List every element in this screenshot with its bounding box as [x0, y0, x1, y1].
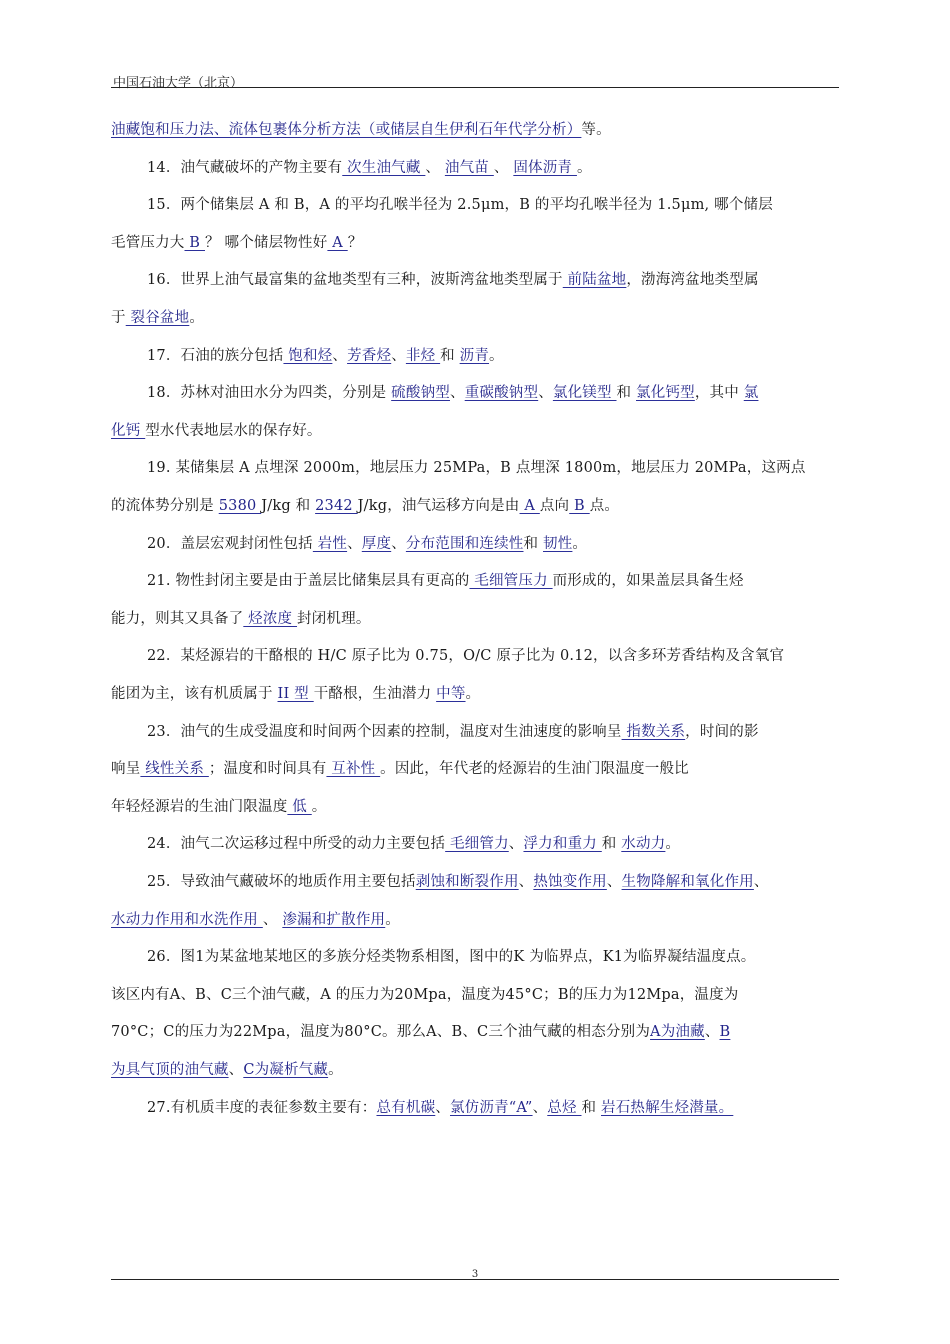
answer-blank: 毛细管力	[445, 836, 509, 853]
text-segment: 17．石油的族分包括	[147, 347, 284, 364]
text-segment: 毛管压力大	[111, 234, 185, 251]
text-line	[147, 195, 773, 215]
text-segment: 、	[508, 836, 524, 853]
answer-blank: II 型	[277, 686, 314, 702]
text-segment: 年轻烃源岩的生油门限温度	[111, 798, 288, 815]
text-segment: 16．世界上油气最富集的盆地类型有三种，波斯湾盆地类型属于	[147, 272, 563, 289]
text-segment: 20．盖层宏观封闭性包括	[147, 535, 313, 552]
text-line	[111, 910, 400, 930]
answer-blank: 氯	[743, 385, 759, 402]
text-line	[147, 646, 784, 666]
answer-blank: 总有机碳	[376, 1099, 436, 1116]
text-line	[111, 496, 619, 516]
text-segment: 、	[391, 535, 406, 552]
text-segment: 干酪根，生油潜力	[313, 686, 437, 702]
text-segment: 和	[616, 385, 637, 402]
text-segment: 。	[489, 347, 504, 364]
answer-blank: 次生油气藏	[342, 159, 426, 176]
text-segment: 、	[347, 535, 362, 552]
text-segment: 21. 物性封闭主要是由于盖层比储集层具有更高的	[147, 573, 470, 590]
text-segment: 26．图1为某盆地某地区的多族分烃类物系相图，图中的K 为临界点，K1为临界凝结温度点。	[147, 949, 756, 966]
text-segment: 的流体势分别是	[111, 498, 219, 514]
text-line	[111, 797, 326, 817]
text-segment: 。因此，年代老的烃源岩的生油门限温度一般比	[380, 761, 689, 778]
text-line	[111, 233, 362, 253]
text-line	[111, 1022, 730, 1042]
answer-blank: 线性关系	[140, 761, 209, 778]
answer-blank: A	[327, 234, 348, 251]
text-segment: 、	[391, 347, 406, 364]
text-line	[111, 985, 739, 1005]
answer-blank: 水动力作用和水洗作用	[111, 911, 263, 928]
text-line	[147, 158, 592, 178]
text-segment: 、	[449, 385, 465, 402]
text-line	[147, 534, 587, 554]
answer-blank: 固体沥青	[513, 159, 577, 176]
answer-blank: 浮力和重力	[523, 836, 602, 853]
answer-blank: 裂谷盆地	[125, 310, 190, 326]
text-segment: 该区内有A、B、C三个油气藏，A 的压力为20Mpa，温度为45°C；B的压力为12Mpa，温度为	[111, 986, 739, 1003]
text-segment: 。	[465, 686, 481, 702]
text-segment: 、	[493, 159, 514, 176]
text-segment: ？	[347, 234, 363, 251]
text-line	[111, 1060, 343, 1080]
text-line	[147, 834, 680, 854]
text-segment: 、	[425, 159, 445, 176]
text-line	[147, 722, 759, 742]
text-segment: 18．苏林对油田水分为四类，分别是	[147, 385, 392, 402]
answer-blank: 油藏饱和压力法、流体包裹体分析方法（或储层自生伊利石年代学分析）	[111, 122, 582, 138]
text-segment: 和	[601, 836, 622, 853]
answer-blank: 氯化镁型	[552, 385, 617, 402]
answer-blank: 中等	[436, 686, 466, 702]
text-segment: 。	[385, 911, 400, 928]
text-line	[111, 421, 322, 441]
text-segment: 、	[518, 874, 534, 890]
text-segment: J/kg 和	[261, 498, 316, 514]
answer-blank: 氯化钙型	[636, 385, 695, 402]
text-segment: 能团为主，该有机质属于	[111, 686, 278, 702]
text-segment: ，渤海湾盆地类型属	[626, 272, 759, 289]
answer-blank: 渗漏和扩散作用	[282, 911, 386, 928]
answer-blank: 低	[287, 798, 312, 815]
text-segment: 和	[440, 347, 460, 364]
answer-blank: 毛细管压力	[469, 573, 553, 590]
answer-blank: 剥蚀和断裂作用	[415, 874, 519, 890]
text-segment: 型水代表地层水的保存好。	[145, 422, 322, 439]
text-segment: 。	[572, 535, 588, 552]
answer-blank: 前陆盆地	[562, 272, 627, 289]
text-segment: 封闭机理。	[297, 610, 371, 627]
text-line	[111, 308, 204, 328]
answer-blank: B	[569, 498, 590, 514]
answer-blank: 生物降解和氧化作用	[621, 874, 754, 890]
text-segment: 点向	[539, 498, 570, 514]
text-segment: J/kg，油气运移方向是由	[357, 498, 520, 514]
answer-blank: 岩性	[312, 535, 348, 552]
text-segment: 25．导致油气藏破坏的地质作用主要包括	[147, 874, 416, 890]
answer-blank: 油气苗	[444, 159, 494, 176]
answer-blank: 芳香烃	[347, 347, 392, 364]
text-line	[111, 120, 611, 140]
text-segment: 24．油气二次运移过程中所受的动力主要包括	[147, 836, 446, 853]
text-line	[147, 270, 759, 290]
text-segment: 23．油气的生成受温度和时间两个因素的控制，温度对生油速度的影响呈	[147, 723, 622, 740]
text-segment: 点。	[589, 498, 620, 514]
text-line	[147, 383, 758, 403]
text-segment: ；温度和时间具有	[208, 761, 327, 778]
text-segment: 15．两个储集层 A 和 B，A 的平均孔喉半径为 2.5μm，B 的平均孔喉半径为 1.5μm, 哪个储层	[147, 197, 773, 214]
text-line	[111, 609, 371, 629]
text-segment: 。	[576, 159, 592, 176]
answer-blank: C为凝析气藏	[243, 1062, 329, 1078]
text-segment: 、	[532, 1099, 548, 1116]
text-segment: 、	[332, 347, 348, 364]
answer-blank: A	[519, 498, 540, 514]
text-segment: 。	[665, 836, 681, 853]
text-line	[147, 872, 769, 892]
answer-blank: 重碳酸钠型	[464, 385, 539, 402]
answer-blank: 沥青	[459, 347, 490, 364]
answer-blank: 热蚀变作用	[533, 874, 607, 890]
text-line	[111, 759, 689, 779]
text-segment: ？ 哪个储层物性好	[204, 234, 328, 251]
text-segment: 和	[523, 535, 544, 552]
page-number: 3	[471, 1269, 479, 1280]
answer-blank: 硫酸钠型	[391, 385, 450, 402]
page-header-institution: 中国石油大学（北京）	[113, 76, 244, 91]
text-segment: 70°C；C的压力为22Mpa，温度为80°C。那么A、B、C三个油气藏的相态分别为	[111, 1024, 651, 1041]
answer-blank: 为具气顶的油气藏	[111, 1062, 229, 1078]
text-segment: 能力，则其又具备了	[111, 610, 244, 627]
answer-blank: 2342	[315, 498, 358, 514]
header-divider	[111, 87, 839, 88]
answer-blank: A为油藏	[650, 1024, 705, 1041]
answer-blank: 指数关系	[621, 723, 686, 740]
answer-blank: 岩石热解生烃潜量。	[601, 1099, 734, 1116]
text-segment: 等。	[581, 122, 611, 138]
text-segment: 和	[581, 1099, 601, 1116]
answer-blank: B	[719, 1024, 731, 1041]
text-segment: 19. 某储集层 A 点埋深 2000m，地层压力 25MPa，B 点埋深 1800m，地层压力 20MPa，这两点	[147, 460, 806, 477]
text-segment: 、	[704, 1024, 720, 1041]
answer-blank: 氯仿沥青“A”	[449, 1099, 533, 1116]
text-segment: 。	[311, 798, 327, 815]
answer-blank: B	[184, 234, 205, 251]
answer-blank: 烃浓度	[243, 610, 298, 627]
text-segment: 、	[435, 1099, 450, 1116]
answer-blank: 互补性	[326, 761, 381, 778]
text-segment: 、	[262, 911, 283, 928]
answer-blank: 分布范围和连续性	[405, 535, 524, 552]
text-segment: 响呈	[111, 761, 141, 778]
text-line	[147, 346, 504, 366]
answer-blank: 5380	[218, 498, 262, 514]
text-segment: 。	[189, 310, 205, 326]
text-line	[111, 684, 480, 704]
text-segment: 27.有机质丰度的表征参数主要有：	[147, 1099, 377, 1116]
text-segment: ，其中	[694, 385, 744, 402]
answer-blank: 韧性	[543, 535, 573, 552]
text-segment: 而形成的，如果盖层具备生烃	[552, 573, 744, 590]
text-line	[147, 571, 744, 591]
text-segment: 、	[228, 1062, 244, 1078]
text-segment: 、	[538, 385, 553, 402]
answer-blank: 饱和烃	[283, 347, 333, 364]
text-line	[147, 458, 806, 478]
answer-blank: 化钙	[111, 422, 146, 439]
answer-blank: 非烃	[405, 347, 441, 364]
answer-blank: 水动力	[621, 836, 666, 853]
text-segment: 、	[606, 874, 622, 890]
text-segment: 于	[111, 310, 126, 326]
text-line	[147, 947, 755, 967]
text-line	[147, 1098, 733, 1118]
text-segment: 。	[328, 1062, 343, 1078]
text-segment: 、	[753, 874, 769, 890]
answer-blank: 厚度	[361, 535, 392, 552]
text-segment: 22．某烃源岩的干酪根的 H/C 原子比为 0.75，O/C 原子比为 0.12，以含多环芳香结构及含氧官	[147, 648, 785, 665]
answer-blank: 总烃	[547, 1099, 582, 1116]
text-segment: ，时间的影	[685, 723, 759, 740]
text-segment: 14．油气藏破坏的产物主要有	[147, 159, 343, 176]
